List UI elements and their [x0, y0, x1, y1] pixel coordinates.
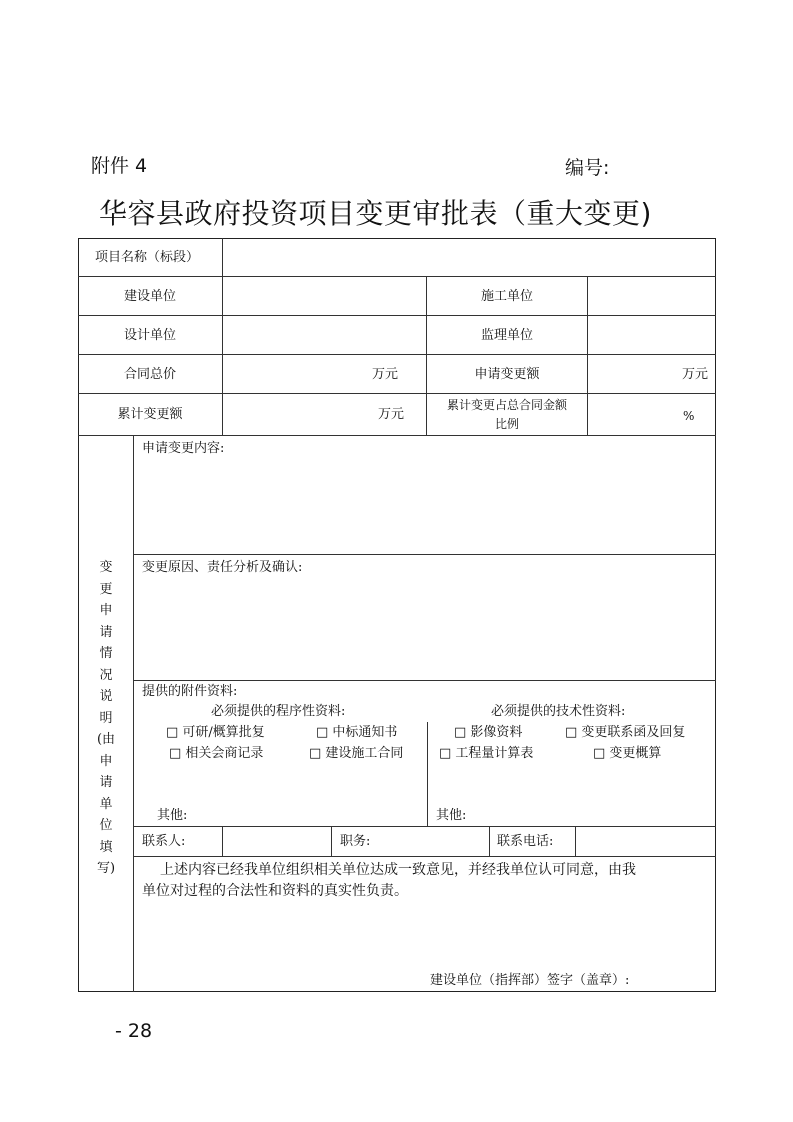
- cumulative-change-label: 累计变更额: [117, 407, 183, 422]
- checkbox-bid-notice[interactable]: □ 中标通知书: [316, 725, 398, 740]
- phone-label: 联系电话:: [497, 834, 554, 849]
- signature-label: 建设单位（指挥部）签字（盖章）:: [430, 973, 630, 988]
- design-unit-field[interactable]: [223, 316, 426, 354]
- construction-unit-label: 建设单位: [123, 289, 177, 304]
- other-left-label: 其他:: [157, 808, 188, 823]
- contact-label: 联系人:: [142, 834, 186, 849]
- contract-total-unit: 万元: [372, 367, 399, 382]
- phone-field[interactable]: [576, 827, 715, 856]
- attachments-label: 提供的附件资料:: [142, 684, 238, 699]
- cumulative-change-unit: 万元: [378, 407, 405, 422]
- ratio-label-line2: 比例: [494, 417, 520, 431]
- change-content-field[interactable]: [134, 458, 715, 553]
- contract-total-label: 合同总价: [123, 367, 177, 382]
- position-field[interactable]: [390, 827, 489, 856]
- requested-change-label: 申请变更额: [474, 367, 540, 382]
- builder-unit-field[interactable]: [588, 277, 715, 315]
- design-unit-label: 设计单位: [123, 328, 177, 343]
- change-application-side-label: 变更申请情况说明(由申请单位填写): [96, 560, 116, 876]
- change-content-label: 申请变更内容:: [142, 441, 225, 456]
- checkbox-change-letter-reply[interactable]: □ 变更联系函及回复: [565, 725, 686, 740]
- procedural-heading: 必须提供的程序性资料:: [211, 704, 346, 719]
- ratio-unit: %: [683, 409, 695, 423]
- checkbox-image-materials[interactable]: □ 影像资料: [454, 725, 523, 740]
- builder-unit-label: 施工单位: [480, 289, 534, 304]
- checkbox-feasibility-approval[interactable]: □ 可研/概算批复: [166, 725, 265, 740]
- checkbox-change-budget[interactable]: □ 变更概算: [593, 746, 662, 761]
- other-right-label: 其他:: [436, 808, 467, 823]
- construction-unit-field[interactable]: [223, 277, 426, 315]
- change-reason-field[interactable]: [134, 578, 715, 679]
- ratio-label-line1: 累计变更占总合同金额: [446, 398, 568, 412]
- technical-heading: 必须提供的技术性资料:: [491, 704, 626, 719]
- checkbox-meeting-records[interactable]: □ 相关会商记录: [169, 746, 264, 761]
- checkbox-construction-contract[interactable]: □ 建设施工合同: [309, 746, 404, 761]
- attachment-label: 附件 4: [91, 155, 148, 177]
- project-name-label: 项目名称（标段）: [95, 250, 200, 265]
- page-number: - 28: [115, 1020, 153, 1042]
- requested-change-unit: 万元: [682, 367, 709, 382]
- declaration-line2: 单位对过程的合法性和资料的真实性负责。: [142, 883, 408, 899]
- checkbox-quantity-calculation[interactable]: □ 工程量计算表: [439, 746, 534, 761]
- serial-number-label: 编号:: [565, 157, 610, 179]
- declaration-line1: 上述内容已经我单位组织相关单位达成一致意见，并经我单位认可同意，由我: [160, 862, 636, 878]
- page-title: 华容县政府投资项目变更审批表（重大变更): [99, 197, 652, 230]
- contact-field[interactable]: [223, 827, 331, 856]
- project-name-field[interactable]: [223, 239, 715, 276]
- supervision-unit-label: 监理单位: [480, 328, 534, 343]
- supervision-unit-field[interactable]: [588, 316, 715, 354]
- change-reason-label: 变更原因、责任分析及确认:: [142, 560, 303, 575]
- position-label: 职务:: [340, 834, 371, 849]
